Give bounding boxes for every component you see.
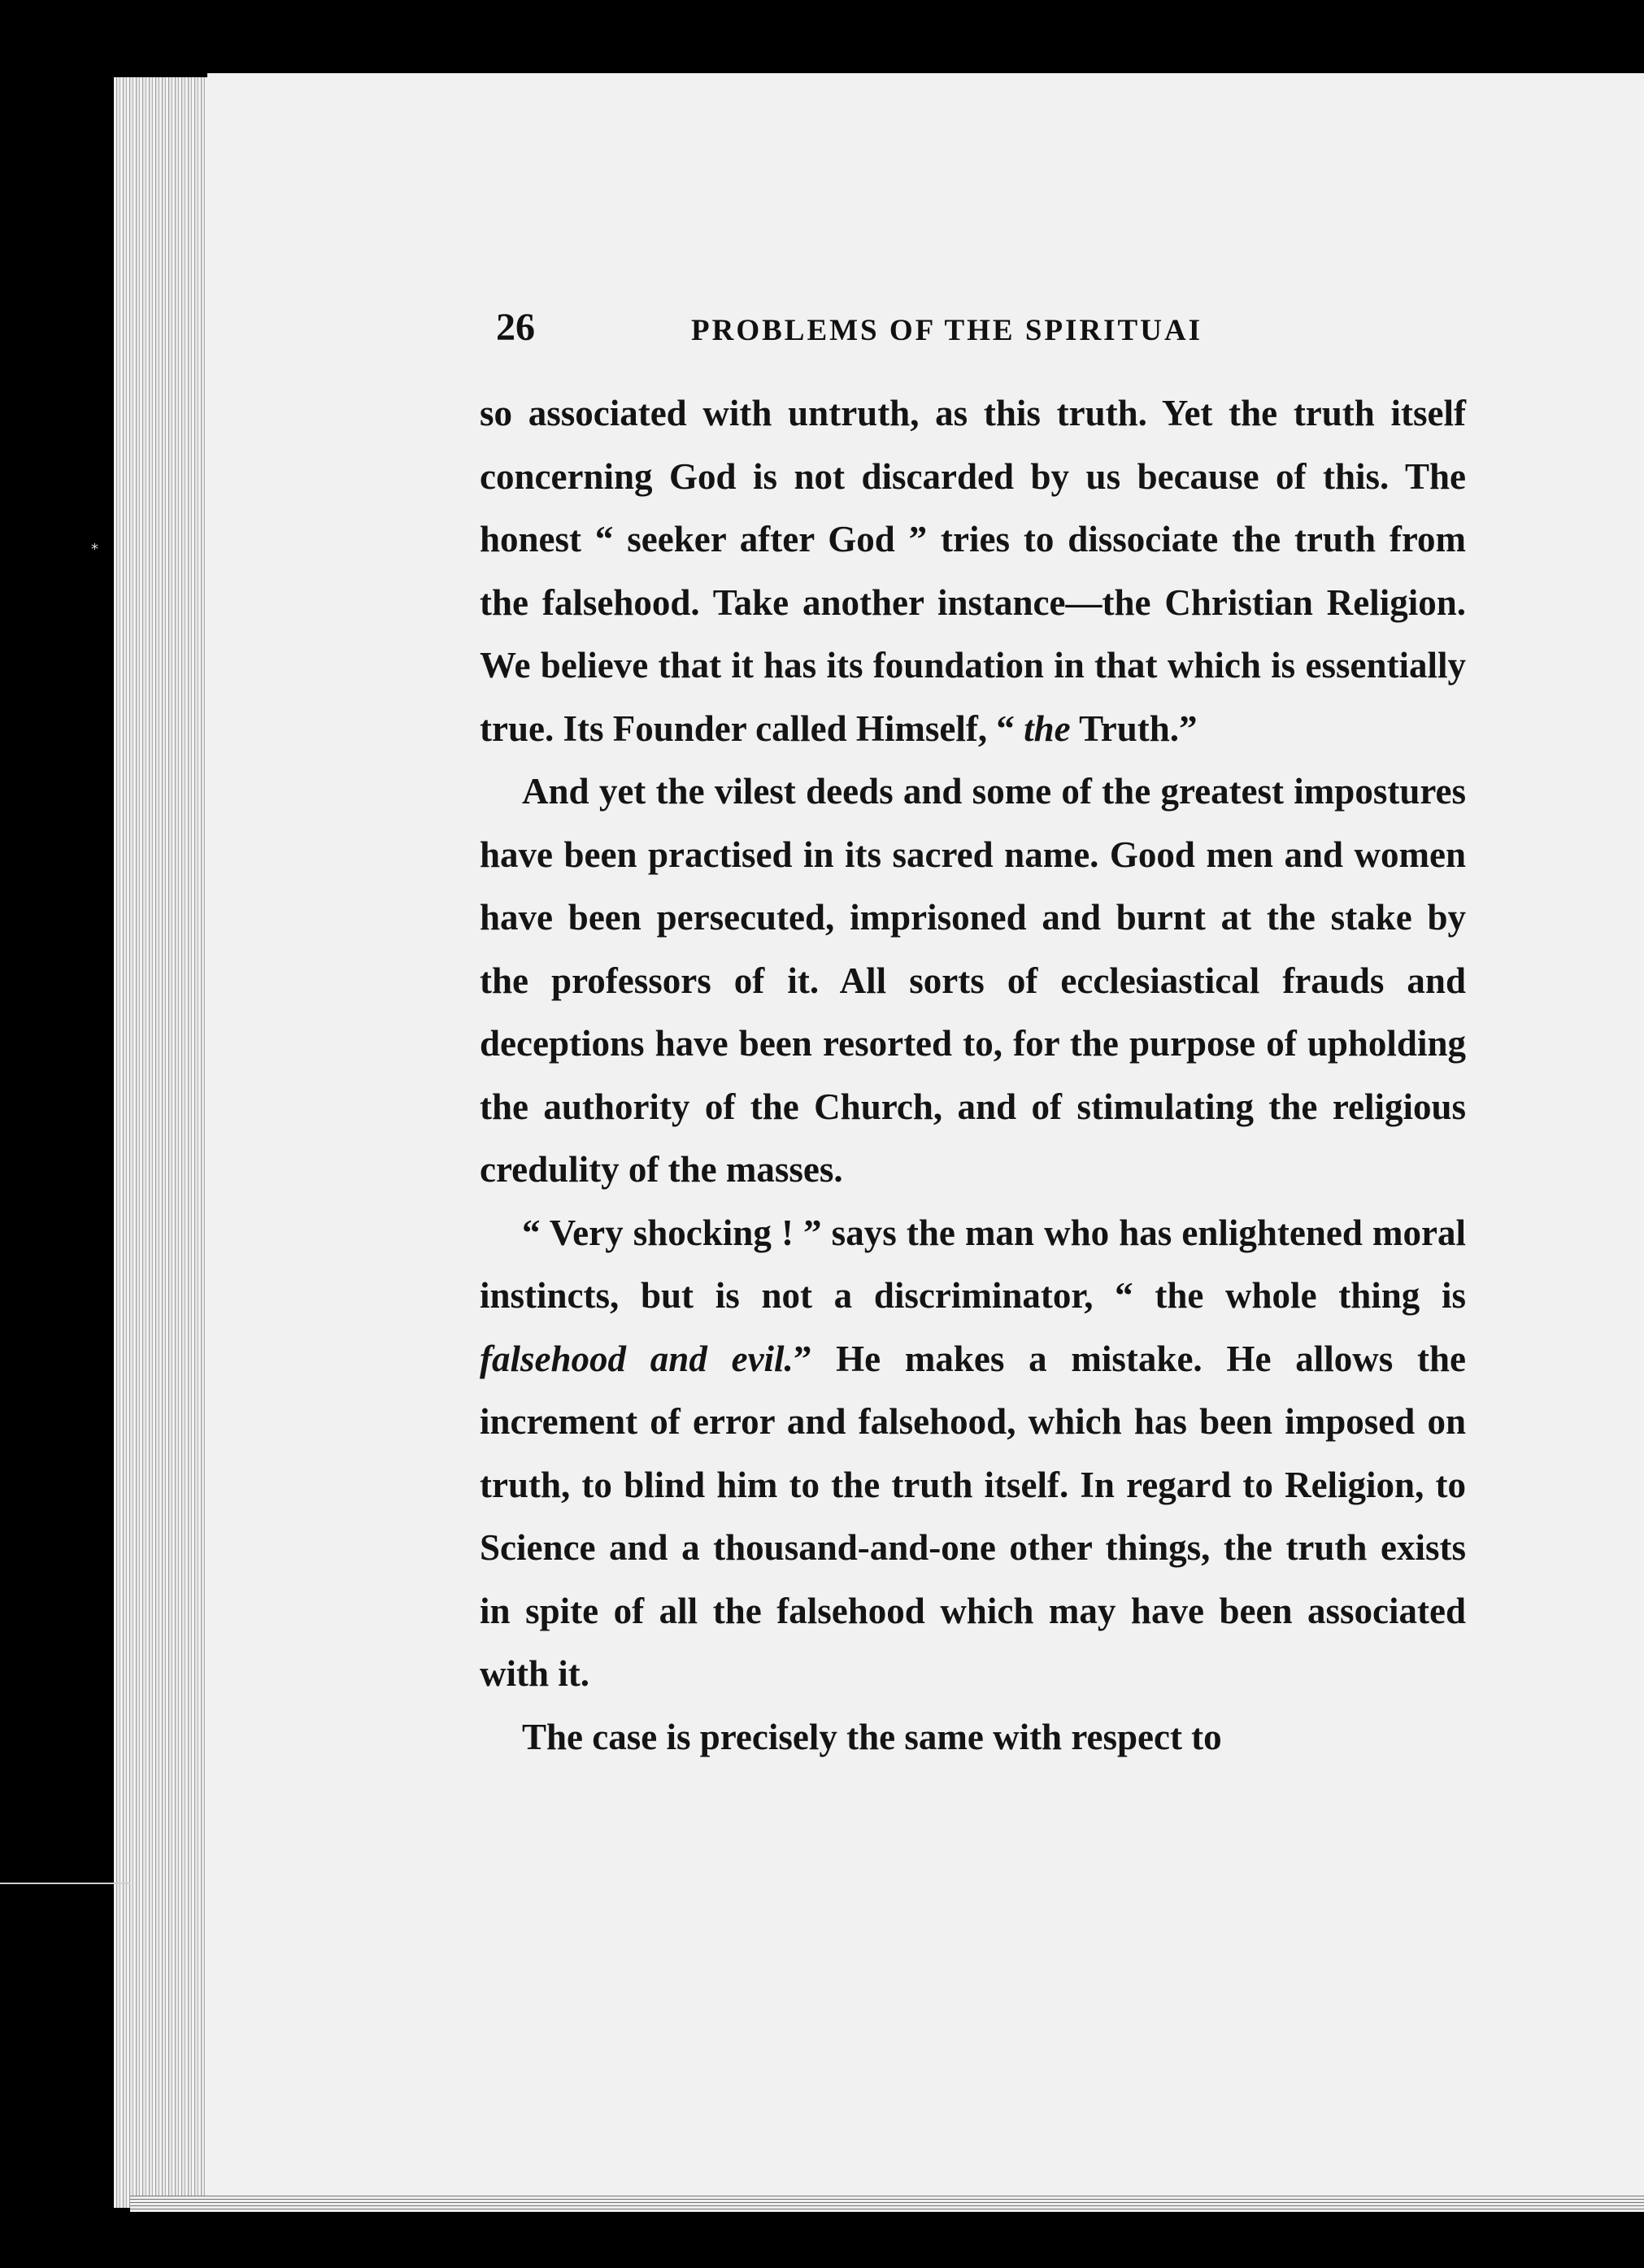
running-title: PROBLEMS OF THE SPIRITUAI xyxy=(691,314,1203,347)
paragraph xyxy=(480,1706,1466,1770)
text-run: Truth.” xyxy=(1070,707,1198,749)
text-run: The case is precisely the same with respect to xyxy=(522,1716,1222,1757)
text-run: so associated with untruth, as this truth. Yet the truth itself concerning God is not discarded by us because of this. The honest “ seeker after God ” tries to dissociate the truth from the falsehood. Take another instance—the Christian Religion. We believe that it has its foundation in that which is essentially true. Its Founder called Himself, “ xyxy=(480,393,1466,749)
page-edges xyxy=(114,77,220,2208)
paragraph xyxy=(480,760,1466,1202)
text-run: ” He makes a mistake. He allows the increment of error and falsehood, which has been imposed on truth, to blind him to the truth itself. In regard to Religion, to Science and a thousand-and-one other things, the truth exists in spite of all the falsehood which may have been associated with it. xyxy=(480,1338,1467,1694)
scan-line-artifact xyxy=(0,1883,130,1884)
body-text xyxy=(480,382,1466,1769)
text-run: “ Very shocking ! ” says the man who has enlightened moral instincts, but is not a discriminator, “ the whole thing is xyxy=(480,1212,1466,1316)
italic-text: falsehood and evil. xyxy=(480,1338,794,1379)
margin-mark: * xyxy=(91,541,98,558)
paragraph xyxy=(480,382,1466,760)
text-run: And yet the vilest deeds and some of the greatest impostures have been practised in its sacred name. Good men and women have been persecuted, imprisoned and burnt at the stake by the professors of it. All sorts of ecclesiastical frauds and deceptions have been resorted to, for the purpose of upholding the authority of the Church, and of stimulating the religious credulity of the masses. xyxy=(480,771,1466,1190)
page-number: 26 xyxy=(496,306,535,349)
italic-text: the xyxy=(1024,707,1071,749)
bottom-page-edges xyxy=(130,2196,1644,2212)
paragraph xyxy=(480,1202,1466,1706)
